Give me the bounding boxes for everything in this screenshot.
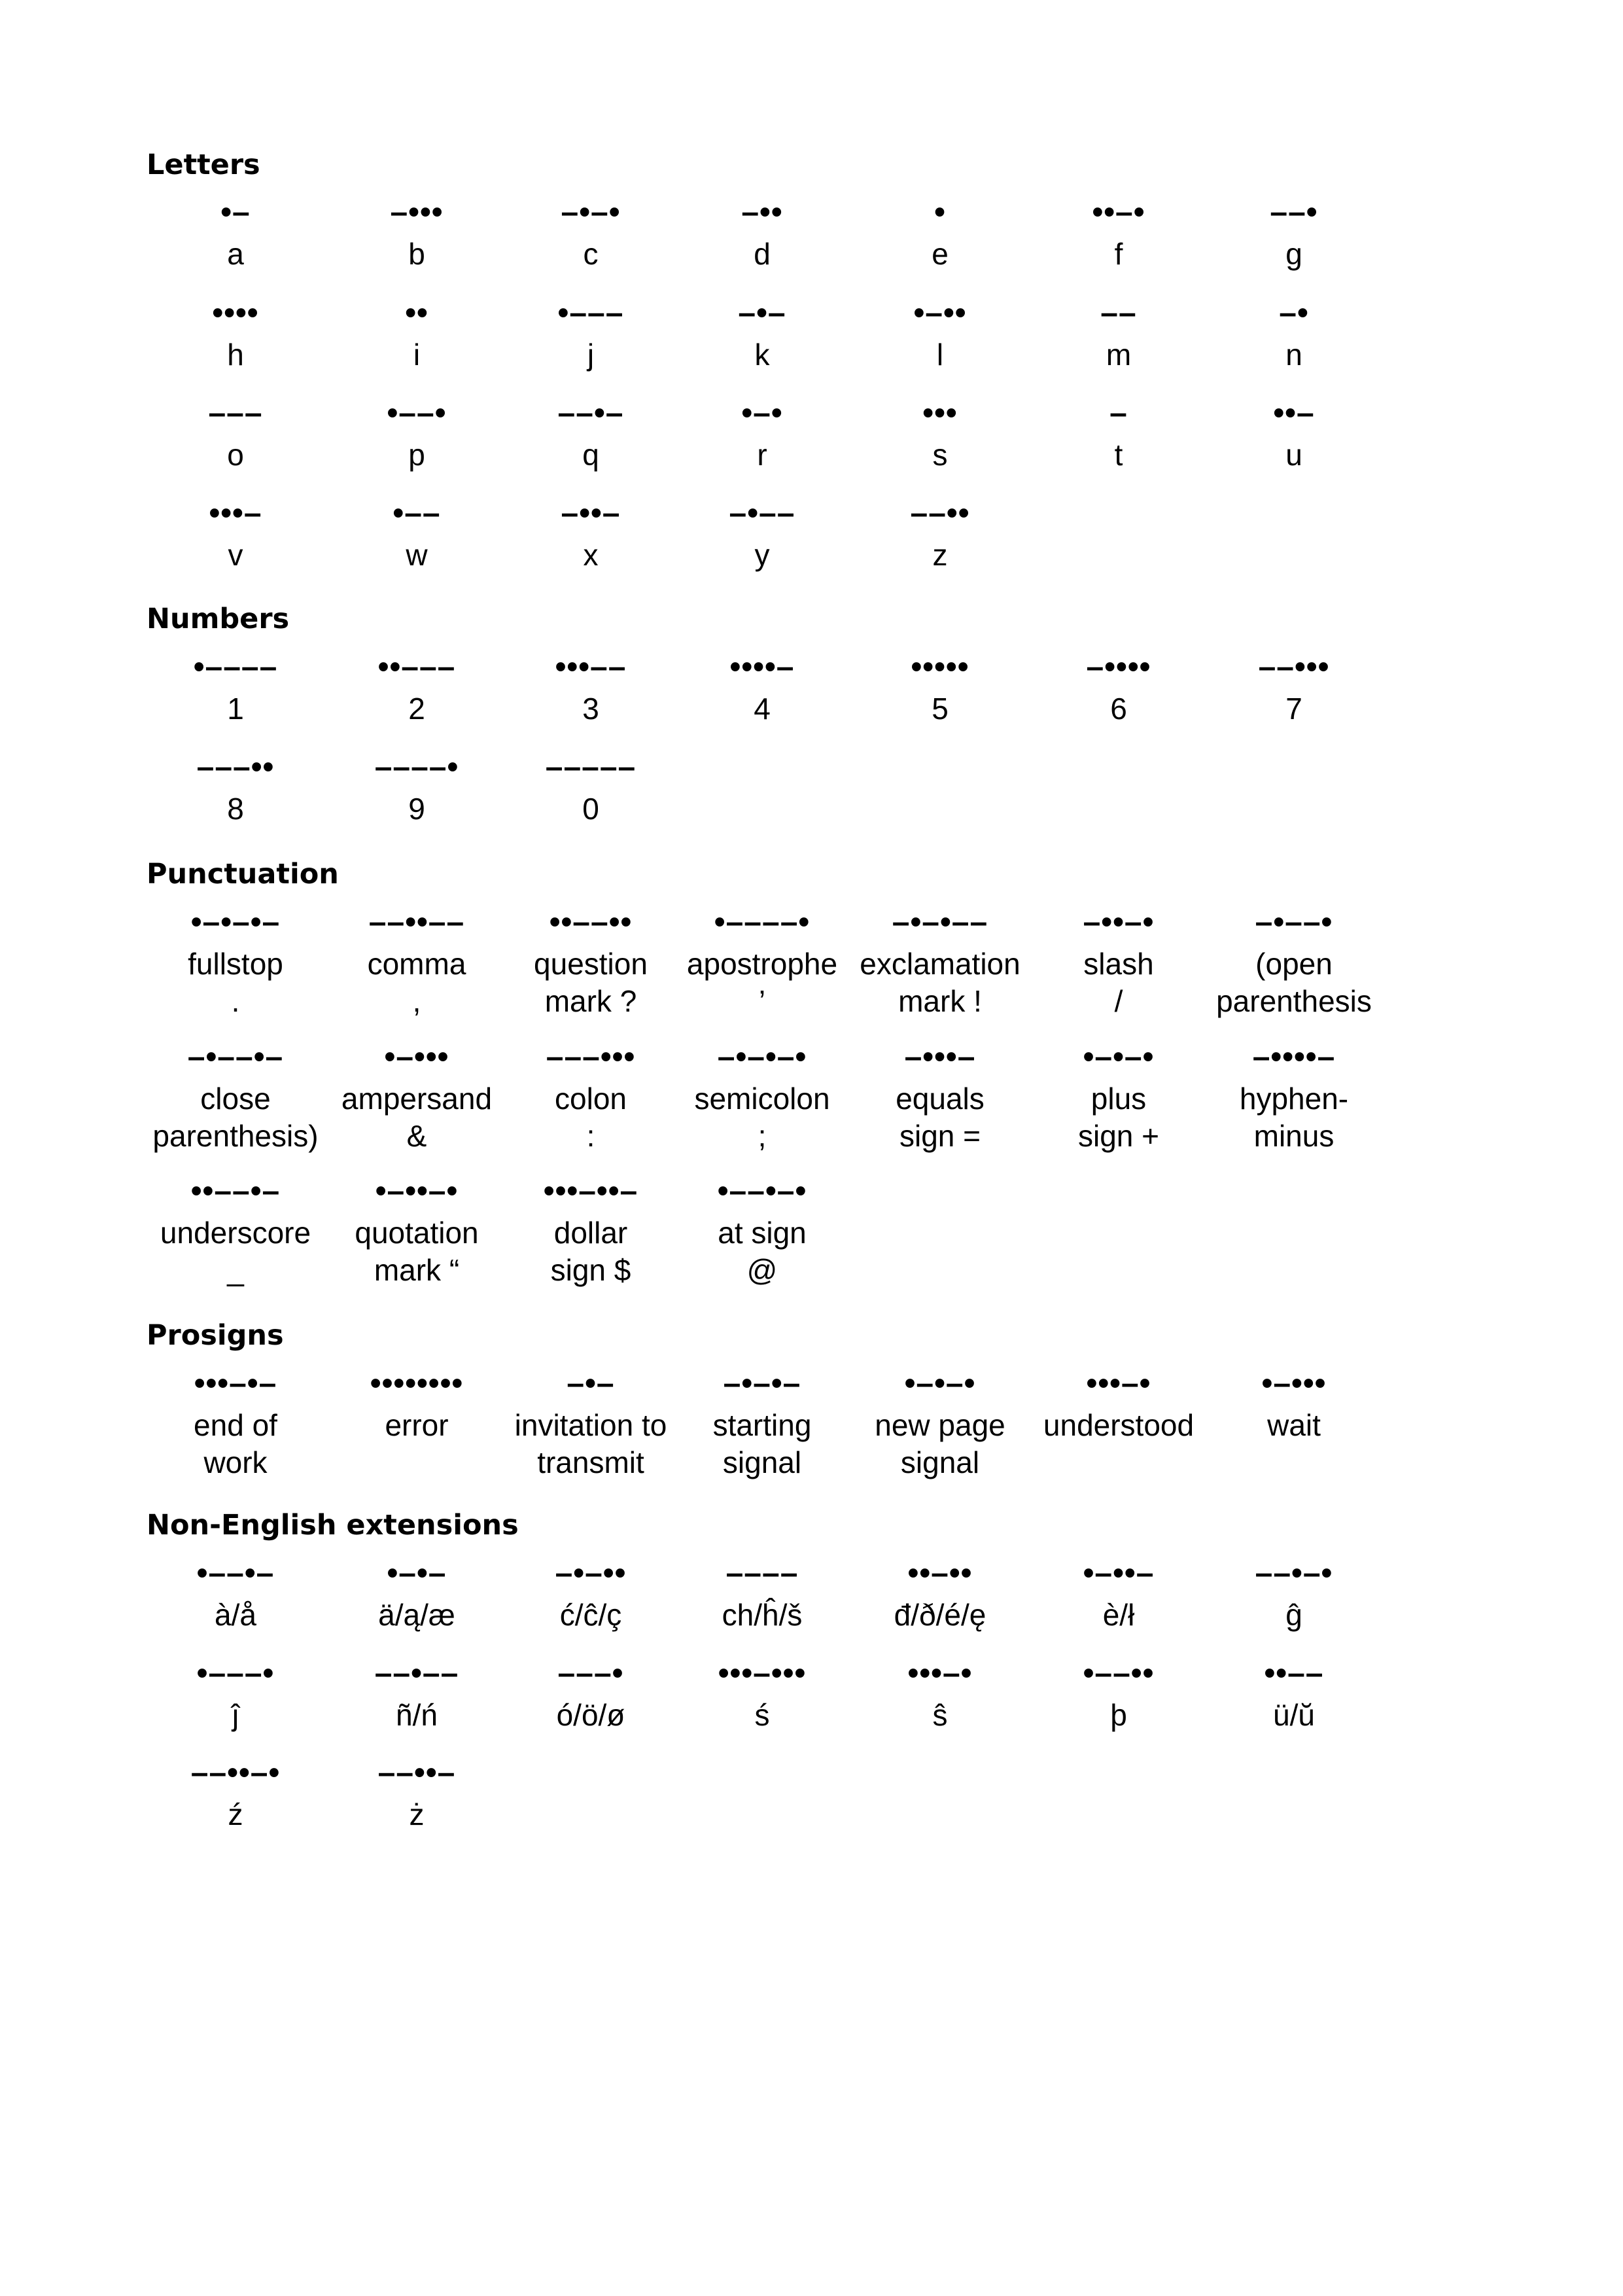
- morse-code: ––•–: [557, 396, 624, 431]
- extensions-entry: [1206, 1551, 1382, 1634]
- prosigns-entry: [328, 1361, 505, 1444]
- morse-code: •••–••–: [543, 1174, 638, 1209]
- extensions-entry: [674, 1651, 850, 1734]
- morse-code: •–••–•: [375, 1174, 459, 1209]
- morse-code: ••: [405, 296, 428, 330]
- morse-label: 7: [1285, 692, 1302, 726]
- punctuation-entry: [674, 1169, 850, 1289]
- morse-label: ó/ö/ø: [556, 1698, 625, 1732]
- punctuation-entry: [328, 1169, 505, 1289]
- numbers-entry: [502, 745, 679, 828]
- letters-entry: [1206, 291, 1382, 374]
- morse-code: ––••: [910, 496, 970, 531]
- morse-label: ź: [228, 1797, 243, 1831]
- section-title-non-english-extensions: Non-English extensions: [147, 1509, 519, 1542]
- numbers-entry: [1206, 645, 1382, 728]
- morse-code: ––••––: [368, 905, 465, 940]
- numbers-entry: [328, 645, 505, 728]
- morse-code: •––––: [193, 650, 278, 684]
- morse-label: 3: [582, 692, 599, 726]
- extensions-entry: [147, 1551, 324, 1634]
- punctuation-entry: [674, 900, 850, 1020]
- morse-label: quotation mark “: [355, 1216, 479, 1287]
- numbers-entry: [328, 745, 505, 828]
- section-title-punctuation: Punctuation: [147, 858, 339, 891]
- letters-entry: [147, 291, 324, 374]
- morse-label: q: [582, 438, 599, 472]
- letters-entry: [328, 291, 505, 374]
- morse-code: •••••: [911, 650, 969, 684]
- morse-code: ––: [1100, 296, 1137, 330]
- morse-label: ĵ: [232, 1698, 239, 1732]
- morse-label: y: [754, 538, 770, 572]
- letters-entry: [328, 391, 505, 474]
- morse-label: ñ/ń: [396, 1698, 438, 1732]
- morse-code: •–••–: [1083, 1556, 1155, 1591]
- numbers-entry: [147, 745, 324, 828]
- morse-code: ••–––: [377, 650, 456, 684]
- prosigns-entry: [674, 1361, 850, 1481]
- letters-entry: [1030, 190, 1207, 273]
- morse-code: •–: [220, 195, 251, 230]
- letters-entry: [1206, 190, 1382, 273]
- morse-label: ä/ą/æ: [378, 1598, 455, 1632]
- morse-code: –•–•–•: [717, 1040, 807, 1074]
- morse-label: 6: [1110, 692, 1127, 726]
- morse-label: understood: [1043, 1408, 1195, 1442]
- morse-label: ś: [754, 1698, 770, 1732]
- prosigns-entry: [852, 1361, 1028, 1481]
- morse-label: o: [227, 438, 244, 472]
- morse-label: j: [587, 338, 595, 372]
- morse-label: (open parenthesis: [1216, 947, 1372, 1018]
- letters-entry: [852, 391, 1028, 474]
- morse-code: •–••: [913, 296, 967, 330]
- morse-code: –•––•: [1255, 905, 1333, 940]
- letters-entry: [1030, 391, 1207, 474]
- punctuation-entry: [502, 1034, 679, 1155]
- morse-code: –••–•: [1083, 905, 1155, 940]
- letters-entry: [502, 190, 679, 273]
- punctuation-entry: [1206, 1034, 1382, 1155]
- morse-label: ŝ: [932, 1698, 948, 1732]
- morse-code: •••–: [209, 496, 262, 531]
- morse-code: ••••–: [729, 650, 795, 684]
- morse-code: –•–••: [555, 1556, 627, 1591]
- morse-code: –•–: [738, 296, 786, 330]
- morse-label: underscore _: [160, 1216, 311, 1287]
- morse-code: •––•: [387, 396, 447, 431]
- letters-entry: [502, 491, 679, 574]
- morse-code: •••: [922, 396, 958, 431]
- morse-code: •–•••: [384, 1040, 449, 1074]
- morse-code: ••–: [1273, 396, 1315, 431]
- morse-code: –••: [741, 195, 783, 230]
- letters-entry: [852, 491, 1028, 574]
- morse-code: –•––•–: [187, 1040, 284, 1074]
- letters-entry: [502, 291, 679, 374]
- letters-entry: [674, 491, 850, 574]
- letters-entry: [674, 391, 850, 474]
- extensions-entry: [1206, 1651, 1382, 1734]
- morse-label: 9: [408, 792, 425, 826]
- numbers-entry: [674, 645, 850, 728]
- morse-label: end of work: [194, 1408, 277, 1479]
- morse-label: v: [228, 538, 243, 572]
- extensions-entry: [502, 1651, 679, 1734]
- morse-label: f: [1114, 237, 1123, 271]
- punctuation-entry: [1030, 1034, 1207, 1155]
- prosigns-entry: [1206, 1361, 1382, 1444]
- morse-code: ––•––: [374, 1656, 459, 1691]
- morse-label: comma ,: [367, 947, 466, 1018]
- letters-entry: [328, 190, 505, 273]
- morse-label: fullstop .: [188, 947, 283, 1018]
- prosigns-entry: [147, 1361, 324, 1481]
- morse-code: ••––••: [549, 905, 633, 940]
- morse-code: •––: [393, 496, 441, 531]
- morse-label: r: [757, 438, 767, 472]
- morse-code: ––––: [725, 1556, 799, 1591]
- morse-code: •••–•••: [718, 1656, 807, 1691]
- morse-code: –: [1109, 396, 1128, 431]
- morse-label: a: [227, 237, 244, 271]
- punctuation-entry: [674, 1034, 850, 1155]
- morse-label: new page signal: [875, 1408, 1005, 1479]
- morse-label: m: [1106, 338, 1132, 372]
- morse-label: l: [936, 338, 944, 372]
- morse-code: ••–•: [1092, 195, 1145, 230]
- morse-code: ––––•: [374, 750, 459, 785]
- morse-label: b: [408, 237, 425, 271]
- morse-label: w: [406, 538, 428, 572]
- morse-code: –••–: [561, 496, 621, 531]
- punctuation-entry: [852, 1034, 1028, 1155]
- letters-entry: [674, 291, 850, 374]
- letters-entry: [502, 391, 679, 474]
- morse-label: ĝ: [1285, 1598, 1302, 1632]
- morse-code: –––: [208, 396, 263, 431]
- extensions-entry: [852, 1651, 1028, 1734]
- morse-code: ••–••: [907, 1556, 973, 1591]
- numbers-entry: [147, 645, 324, 728]
- morse-label: ć/ĉ/ç: [559, 1598, 622, 1632]
- extensions-entry: [328, 1551, 505, 1634]
- extensions-entry: [1030, 1551, 1207, 1634]
- letters-entry: [852, 190, 1028, 273]
- punctuation-entry: [502, 1169, 679, 1289]
- punctuation-entry: [1206, 900, 1382, 1020]
- morse-code: –––•: [557, 1656, 624, 1691]
- morse-code: –––•••: [546, 1040, 636, 1074]
- extensions-entry: [1030, 1651, 1207, 1734]
- letters-entry: [328, 491, 505, 574]
- morse-label: ż: [409, 1797, 425, 1831]
- morse-code: •–•–: [387, 1556, 447, 1591]
- morse-code: ••••: [212, 296, 259, 330]
- letters-entry: [1206, 391, 1382, 474]
- punctuation-entry: [852, 900, 1028, 1020]
- extensions-entry: [147, 1651, 324, 1734]
- morse-label: h: [227, 338, 244, 372]
- numbers-entry: [502, 645, 679, 728]
- numbers-entry: [1030, 645, 1207, 728]
- prosigns-entry: [502, 1361, 679, 1481]
- morse-code: –•––: [729, 496, 795, 531]
- letters-entry: [147, 391, 324, 474]
- morse-label: wait: [1267, 1408, 1321, 1442]
- morse-label: u: [1285, 438, 1302, 472]
- morse-code: ––••–•: [190, 1756, 281, 1790]
- punctuation-entry: [502, 900, 679, 1020]
- morse-label: i: [413, 338, 421, 372]
- morse-code: •––•–•: [717, 1174, 807, 1209]
- morse-code: ••––: [1264, 1656, 1324, 1691]
- extensions-entry: [328, 1651, 505, 1734]
- extensions-entry: [328, 1750, 505, 1833]
- morse-label: t: [1114, 438, 1123, 472]
- morse-code: –––––: [545, 750, 637, 785]
- morse-label: hyphen- minus: [1239, 1082, 1349, 1153]
- punctuation-entry: [147, 1034, 324, 1155]
- section-title-prosigns: Prosigns: [147, 1319, 284, 1352]
- morse-label: semicolon ;: [694, 1082, 830, 1153]
- numbers-entry: [852, 645, 1028, 728]
- letters-entry: [852, 291, 1028, 374]
- extensions-entry: [147, 1750, 324, 1833]
- morse-code: •–––•: [196, 1656, 275, 1691]
- morse-label: đ/ð/é/ę: [894, 1598, 986, 1632]
- morse-label: p: [408, 438, 425, 472]
- morse-label: g: [1285, 237, 1302, 271]
- morse-code: •••–•: [1086, 1366, 1151, 1401]
- morse-label: 0: [582, 792, 599, 826]
- extensions-entry: [502, 1551, 679, 1634]
- morse-code: •–•: [741, 396, 783, 431]
- morse-label: 8: [227, 792, 244, 826]
- punctuation-entry: [328, 1034, 505, 1155]
- morse-label: x: [583, 538, 599, 572]
- morse-code: –••••–: [1252, 1040, 1336, 1074]
- morse-label: à/å: [215, 1598, 256, 1632]
- morse-label: d: [754, 237, 771, 271]
- morse-label: apostrophe ’: [686, 947, 838, 1018]
- morse-code: –•–•––: [892, 905, 988, 940]
- morse-code: –•–•–: [723, 1366, 801, 1401]
- extensions-entry: [852, 1551, 1028, 1634]
- morse-code: •••––: [555, 650, 627, 684]
- morse-code: ––••–: [377, 1756, 456, 1790]
- punctuation-entry: [328, 900, 505, 1020]
- morse-label: starting signal: [712, 1408, 812, 1479]
- morse-code: •––••: [1083, 1656, 1155, 1691]
- morse-label: dollar sign $: [550, 1216, 631, 1287]
- morse-code: •••–•–: [194, 1366, 277, 1401]
- section-title-letters: Letters: [147, 149, 260, 181]
- morse-code: ••––•–: [190, 1174, 281, 1209]
- morse-code: –––••: [196, 750, 275, 785]
- morse-code: ––•–•: [1255, 1556, 1333, 1591]
- punctuation-entry: [147, 1169, 324, 1289]
- punctuation-entry: [1030, 900, 1207, 1020]
- morse-label: 2: [408, 692, 425, 726]
- extensions-entry: [674, 1551, 850, 1634]
- morse-label: ampersand &: [341, 1082, 493, 1153]
- morse-code: –•–: [567, 1366, 615, 1401]
- morse-label: invitation to transmit: [514, 1408, 667, 1479]
- morse-label: plus sign +: [1077, 1082, 1160, 1153]
- morse-code: –•••: [390, 195, 444, 230]
- morse-label: colon :: [555, 1082, 627, 1153]
- morse-code: •••–•: [907, 1656, 973, 1691]
- morse-code: ––•: [1270, 195, 1318, 230]
- morse-label: z: [932, 538, 948, 572]
- morse-label: k: [754, 338, 770, 372]
- morse-label: e: [932, 237, 949, 271]
- morse-code: •: [934, 195, 946, 230]
- punctuation-entry: [147, 900, 324, 1020]
- morse-code: •–•••: [1261, 1366, 1327, 1401]
- morse-label: equals sign =: [896, 1082, 985, 1153]
- morse-label: 4: [754, 692, 771, 726]
- prosigns-entry: [1030, 1361, 1207, 1444]
- morse-label: c: [583, 237, 599, 271]
- morse-code: •–•–•: [1083, 1040, 1155, 1074]
- morse-label: ü/ŭ: [1273, 1698, 1315, 1732]
- morse-code: •––•–: [196, 1556, 275, 1591]
- morse-label: close parenthesis): [152, 1082, 319, 1153]
- letters-entry: [1030, 291, 1207, 374]
- morse-label: n: [1285, 338, 1302, 372]
- morse-code: –••••: [1086, 650, 1151, 684]
- morse-code: ––•••: [1258, 650, 1330, 684]
- morse-label: exclamation mark !: [860, 947, 1021, 1018]
- morse-code: ••••••••: [370, 1366, 464, 1401]
- morse-label: question mark ?: [534, 947, 648, 1018]
- morse-label: 1: [227, 692, 244, 726]
- morse-label: slash /: [1083, 947, 1154, 1018]
- morse-code: –•••–: [904, 1040, 976, 1074]
- morse-code: •–•–•: [904, 1366, 976, 1401]
- section-title-numbers: Numbers: [147, 603, 290, 635]
- morse-code: –•–•: [561, 195, 621, 230]
- morse-code: •–•–•–: [190, 905, 281, 940]
- letters-entry: [674, 190, 850, 273]
- morse-code: –•: [1279, 296, 1309, 330]
- morse-label: ch/ĥ/š: [722, 1598, 803, 1632]
- letters-entry: [147, 491, 324, 574]
- morse-code: •–––: [557, 296, 624, 330]
- morse-label: at sign @: [718, 1216, 807, 1287]
- morse-label: error: [385, 1408, 449, 1442]
- morse-label: è/ł: [1102, 1598, 1135, 1632]
- letters-entry: [147, 190, 324, 273]
- morse-label: s: [932, 438, 948, 472]
- morse-label: 5: [932, 692, 949, 726]
- morse-label: þ: [1110, 1698, 1127, 1732]
- morse-code: •––––•: [714, 905, 811, 940]
